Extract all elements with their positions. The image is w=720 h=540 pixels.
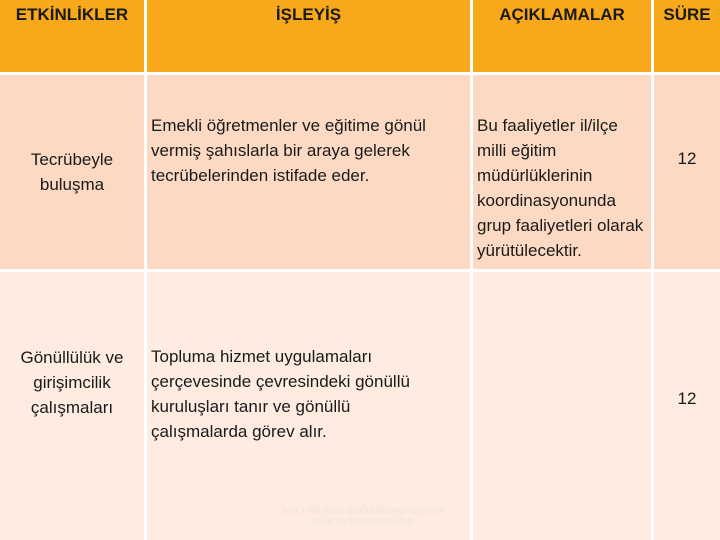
header-notes [473, 0, 651, 72]
row1-notes-text: Bu faaliyetler il/ilçe milli eğitim müdürlüklerinin koordinasyonunda grup faaliyetleri olarak yürütülecektir. [477, 116, 644, 260]
header-notes-label: AÇIKLAMALAR [499, 5, 625, 24]
header-activities [0, 0, 144, 72]
header-process-label: İŞLEYİŞ [275, 5, 342, 24]
footer-watermark [255, 505, 470, 527]
row2-process-text: Topluma hizmet uygulamaları çerçevesinde çevresindeki gönüllü kuruluşları tanır ve gönüllü çalışmalarda görev alır. [151, 347, 410, 441]
row2-duration-text: 12 [677, 388, 697, 408]
row1-notes [473, 75, 651, 269]
row1-duration [654, 75, 720, 269]
row2-notes [473, 272, 651, 540]
row1-activity [0, 75, 144, 269]
row1-process [147, 75, 470, 269]
header-duration-label: SÜRE [663, 5, 711, 24]
row2-process [147, 272, 470, 540]
footer-line-1: İzmir İl Milli Eğitim Müdürlüğü Aday Öğretmen [281, 506, 444, 515]
header-process [147, 0, 470, 72]
row1-duration-text: 12 [677, 148, 697, 168]
row1-activity-text: Tecrübeyle buluşma [30, 150, 114, 194]
footer-line-2: Yetiştirme Süreci/Şubat 2016 [311, 517, 414, 526]
header-activities-label: ETKİNLİKLER [15, 5, 129, 24]
header-duration [654, 0, 720, 72]
row2-activity-text: Gönüllülük ve girişimcilik çalışmaları [20, 347, 124, 417]
row2-duration [654, 272, 720, 540]
row1-process-text: Emekli öğretmenler ve eğitime gönül vermiş şahıslarla bir araya gelerek tecrübelerinden istifade eder. [151, 116, 426, 185]
row2-activity [0, 272, 144, 540]
